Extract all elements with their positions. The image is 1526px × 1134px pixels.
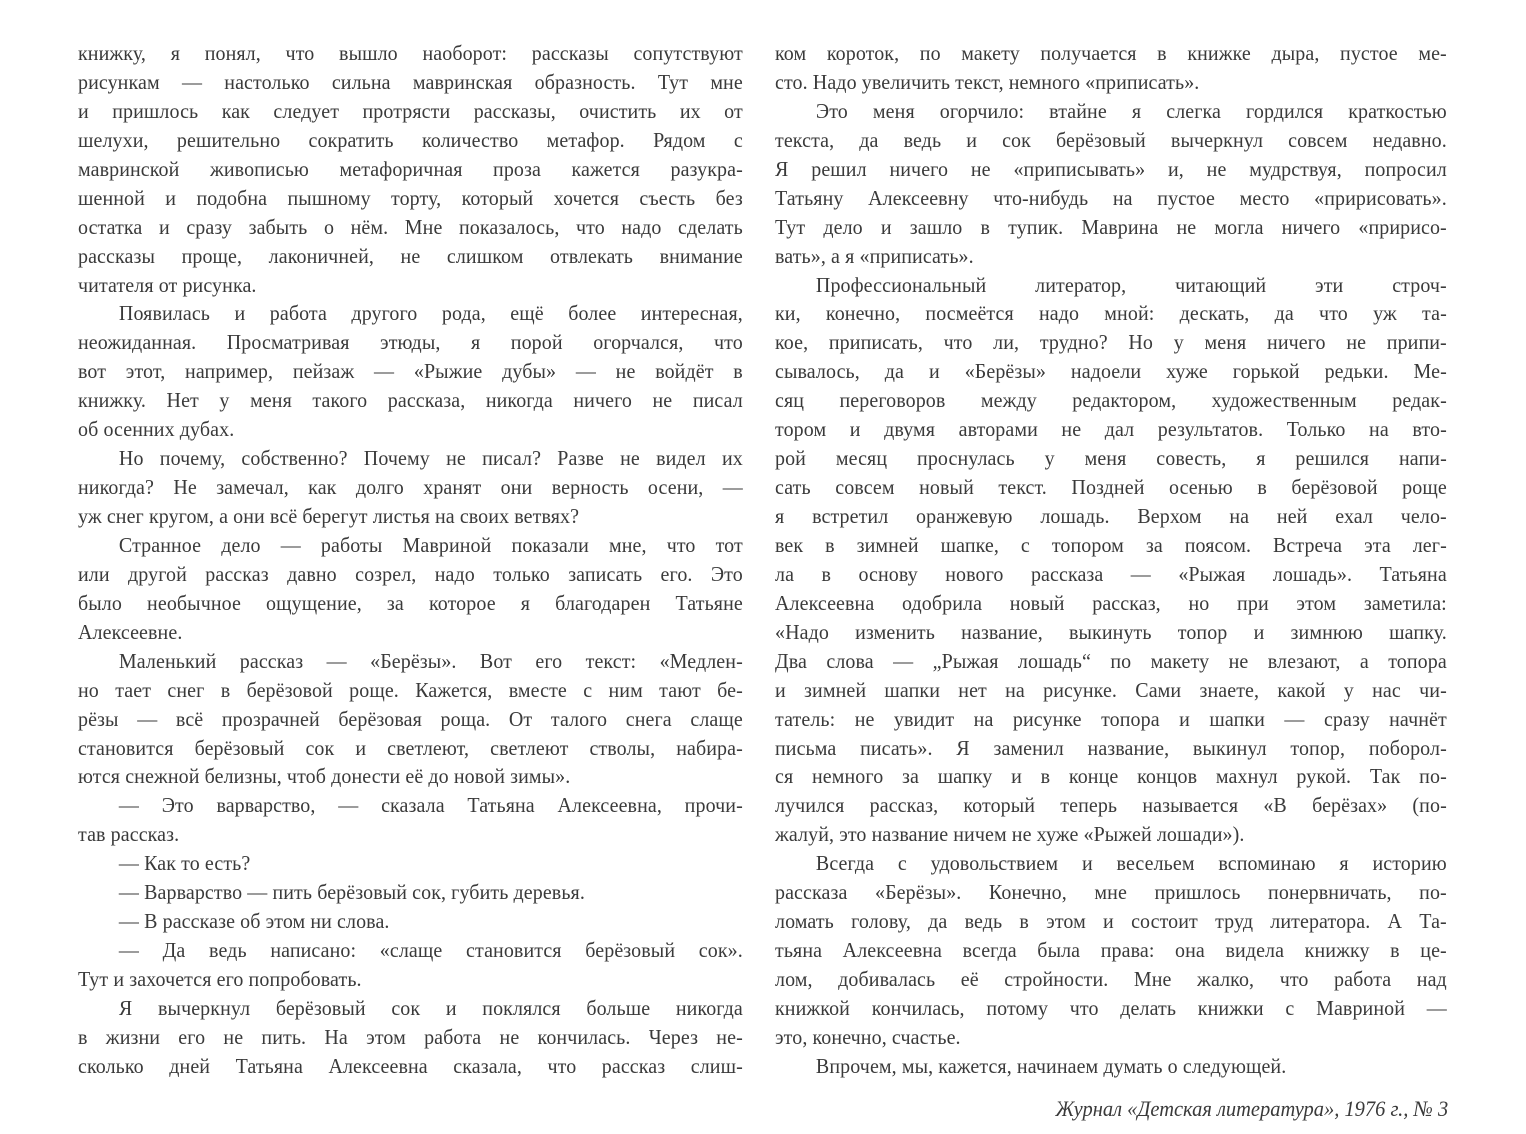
text-line: рассказы проще, лаконичней, не слишком отвлекать внимание xyxy=(78,243,743,268)
text-line: письма писать». Я заменил название, выкинул топор, поборол- xyxy=(775,735,1447,760)
text-line: — Варварство — пить берёзовый сок, губить деревья. xyxy=(118,880,585,905)
text-line: вать», а я «приписать». xyxy=(775,243,974,268)
text-line: ла в основу нового рассказа — «Рыжая лошадь». Татьяна xyxy=(775,561,1447,586)
text-line: сяц переговоров между редактором, художественным редак- xyxy=(775,388,1447,413)
text-line: мавринской живописью метафоричная проза кажется разукра- xyxy=(78,156,743,181)
text-line: Это меня огорчило: втайне я слегка гордился краткостью xyxy=(815,98,1447,123)
text-line: шенной и подобна пышному торту, который хочется съесть без xyxy=(78,185,743,210)
text-line: — Да ведь написано: «слаще становится берёзовый сок». xyxy=(118,938,743,963)
text-line: ся немного за шапку и в конце концов махнул рукой. Так по- xyxy=(775,764,1447,789)
text-line: Тут и захочется его попробовать. xyxy=(78,967,362,991)
text-line: Появилась и работа другого рода, ещё более интересная, xyxy=(118,301,743,326)
text-line: Я вычеркнул берёзовый сок и поклялся больше никогда xyxy=(118,995,743,1020)
text-line: становится берёзовый сок и светлеют, светлеют стволы, набира- xyxy=(78,735,743,760)
source-citation: Журнал «Детская литература», 1976 г., № 3 xyxy=(1055,1096,1448,1121)
text-line: Странное дело — работы Мавриной показали мне, что тот xyxy=(118,532,743,557)
text-line: сколько дней Татьяна Алексеевна сказала, что рассказ слиш- xyxy=(78,1053,743,1078)
text-line: ются снежной белизны, чтоб донести её до новой зимы». xyxy=(78,764,571,789)
text-line: рёзы — всё прозрачней берёзовая роща. От талого снега слаще xyxy=(78,706,743,731)
text-line: было необычное ощущение, за которое я благодарен Татьяне xyxy=(78,590,743,615)
text-line: тав рассказ. xyxy=(78,822,180,847)
text-line: и зимней шапки нет на рисунке. Сами знаете, какой у нас чи- xyxy=(775,677,1447,702)
text-line: но тает снег в берёзовой роще. Кажется, вместе с ним тают бе- xyxy=(78,677,743,702)
text-column-right xyxy=(775,39,1447,1081)
text-line: текста, да ведь и сок берёзовый вычеркнул совсем недавно. xyxy=(775,127,1447,152)
text-line: кое, приписать, что ли, трудно? Но у меня ничего не припи- xyxy=(775,330,1447,355)
text-line: «Надо изменить название, выкинуть топор и зимнюю шапку. xyxy=(775,619,1447,644)
text-line: Впрочем, мы, кажется, начинаем думать о следующей. xyxy=(815,1053,1287,1078)
text-line: или другой рассказ давно созрел, надо только записать его. Это xyxy=(78,561,743,586)
text-line: книжкой кончилась, потому что делать книжки с Мавриной — xyxy=(775,995,1447,1020)
text-line: я встретил оранжевую лошадь. Верхом на ней ехал чело- xyxy=(775,504,1447,528)
text-line: читателя от рисунка. xyxy=(78,272,257,297)
text-line: книжку. Нет у меня такого рассказа, никогда ничего не писал xyxy=(78,388,743,413)
text-line: и пришлось как следует протрясти рассказы, очистить их от xyxy=(78,98,743,123)
text-line: Но почему, собственно? Почему не писал? Разве не видел их xyxy=(118,446,743,471)
text-line: рисункам — настолько сильна мавринская образность. Тут мне xyxy=(78,69,743,94)
text-line: сывалось, да и «Берёзы» надоели хуже горькой редьки. Ме- xyxy=(775,359,1447,384)
text-line: Татьяну Алексеевну что-нибудь на пустое место «пририсовать». xyxy=(775,185,1447,210)
text-line: это, конечно, счастье. xyxy=(775,1024,961,1049)
text-line: Алексеевна одобрила новый рассказ, но при этом заметила: xyxy=(775,590,1447,615)
text-line: ки, конечно, посмеётся надо мной: дескать, да что уж та- xyxy=(775,301,1447,326)
text-line: Я решил ничего не «приписывать» и, не мудрствуя, попросил xyxy=(775,156,1447,181)
text-line: Профессиональный литератор, читающий эти строч- xyxy=(815,272,1447,297)
text-line: шелухи, решительно сократить количество метафор. Рядом с xyxy=(78,127,743,152)
text-line: Всегда с удовольствием и весельем вспоминаю я историю xyxy=(815,851,1447,876)
text-line: Алексеевне. xyxy=(78,619,183,644)
text-line: неожиданная. Просматривая этюды, я порой огорчался, что xyxy=(78,330,743,355)
text-line: остатка и сразу забыть о нём. Мне показалось, что надо сделать xyxy=(78,214,743,239)
text-line: Маленький рассказ — «Берёзы». Вот его текст: «Медлен- xyxy=(118,648,743,673)
text-line: книжку, я понял, что вышло наоборот: рассказы сопутствуют xyxy=(78,41,743,65)
text-line: об осенних дубах. xyxy=(78,417,235,442)
text-line: ломать голову, да ведь в этом и состоит труд литератора. А Та- xyxy=(775,909,1447,934)
text-line: лом, добивалась её стройности. Мне жалко, что работа над xyxy=(775,967,1447,991)
text-line: татель: не увидит на рисунке топора и шапки — сразу начнёт xyxy=(775,706,1447,731)
text-line: вот этот, например, пейзаж — «Рыжие дубы» — не войдёт в xyxy=(78,359,743,384)
text-line: — Это варварство, — сказала Татьяна Алексеевна, прочи- xyxy=(118,793,743,818)
text-line: сать совсем новый текст. Поздней осенью в берёзовой роще xyxy=(775,475,1447,500)
text-line: в жизни его не пить. На этом работа не кончилась. Через не- xyxy=(78,1024,743,1049)
text-line: лучился рассказ, который теперь называется «В берёзах» (по- xyxy=(775,793,1447,818)
text-line: — Как то есть? xyxy=(118,851,251,876)
text-line: рассказа «Берёзы». Конечно, мне пришлось понервничать, по- xyxy=(775,880,1447,905)
text-line: жалуй, это название ничем не хуже «Рыжей лошади»). xyxy=(775,822,1245,847)
text-line: никогда? Не замечал, как долго хранят они верность осени, — xyxy=(78,475,743,500)
text-line: ком короток, по макету получается в книжке дыра, пустое ме- xyxy=(775,41,1447,65)
text-line: уж снег кругом, а они всё берегут листья на своих ветвях? xyxy=(78,504,580,528)
text-line: Тут дело и зашло в тупик. Маврина не могла ничего «пририсо- xyxy=(775,214,1447,239)
text-column-left xyxy=(78,39,743,1081)
text-line: век в зимней шапке, с топором за поясом. Встреча эта лег- xyxy=(775,532,1447,557)
text-line: тьяна Алексеевна всегда была права: она видела книжку в це- xyxy=(775,938,1447,963)
text-line: сто. Надо увеличить текст, немного «приписать». xyxy=(775,69,1200,94)
text-line: рой месяц проснулась у меня совесть, я решился напи- xyxy=(775,446,1447,471)
text-line: Два слова — „Рыжая лошадь“ по макету не влезают, а топора xyxy=(775,648,1447,673)
text-line: — В рассказе об этом ни слова. xyxy=(118,909,390,934)
text-line: тором и двумя авторами не дал результатов. Только на вто- xyxy=(775,417,1447,442)
